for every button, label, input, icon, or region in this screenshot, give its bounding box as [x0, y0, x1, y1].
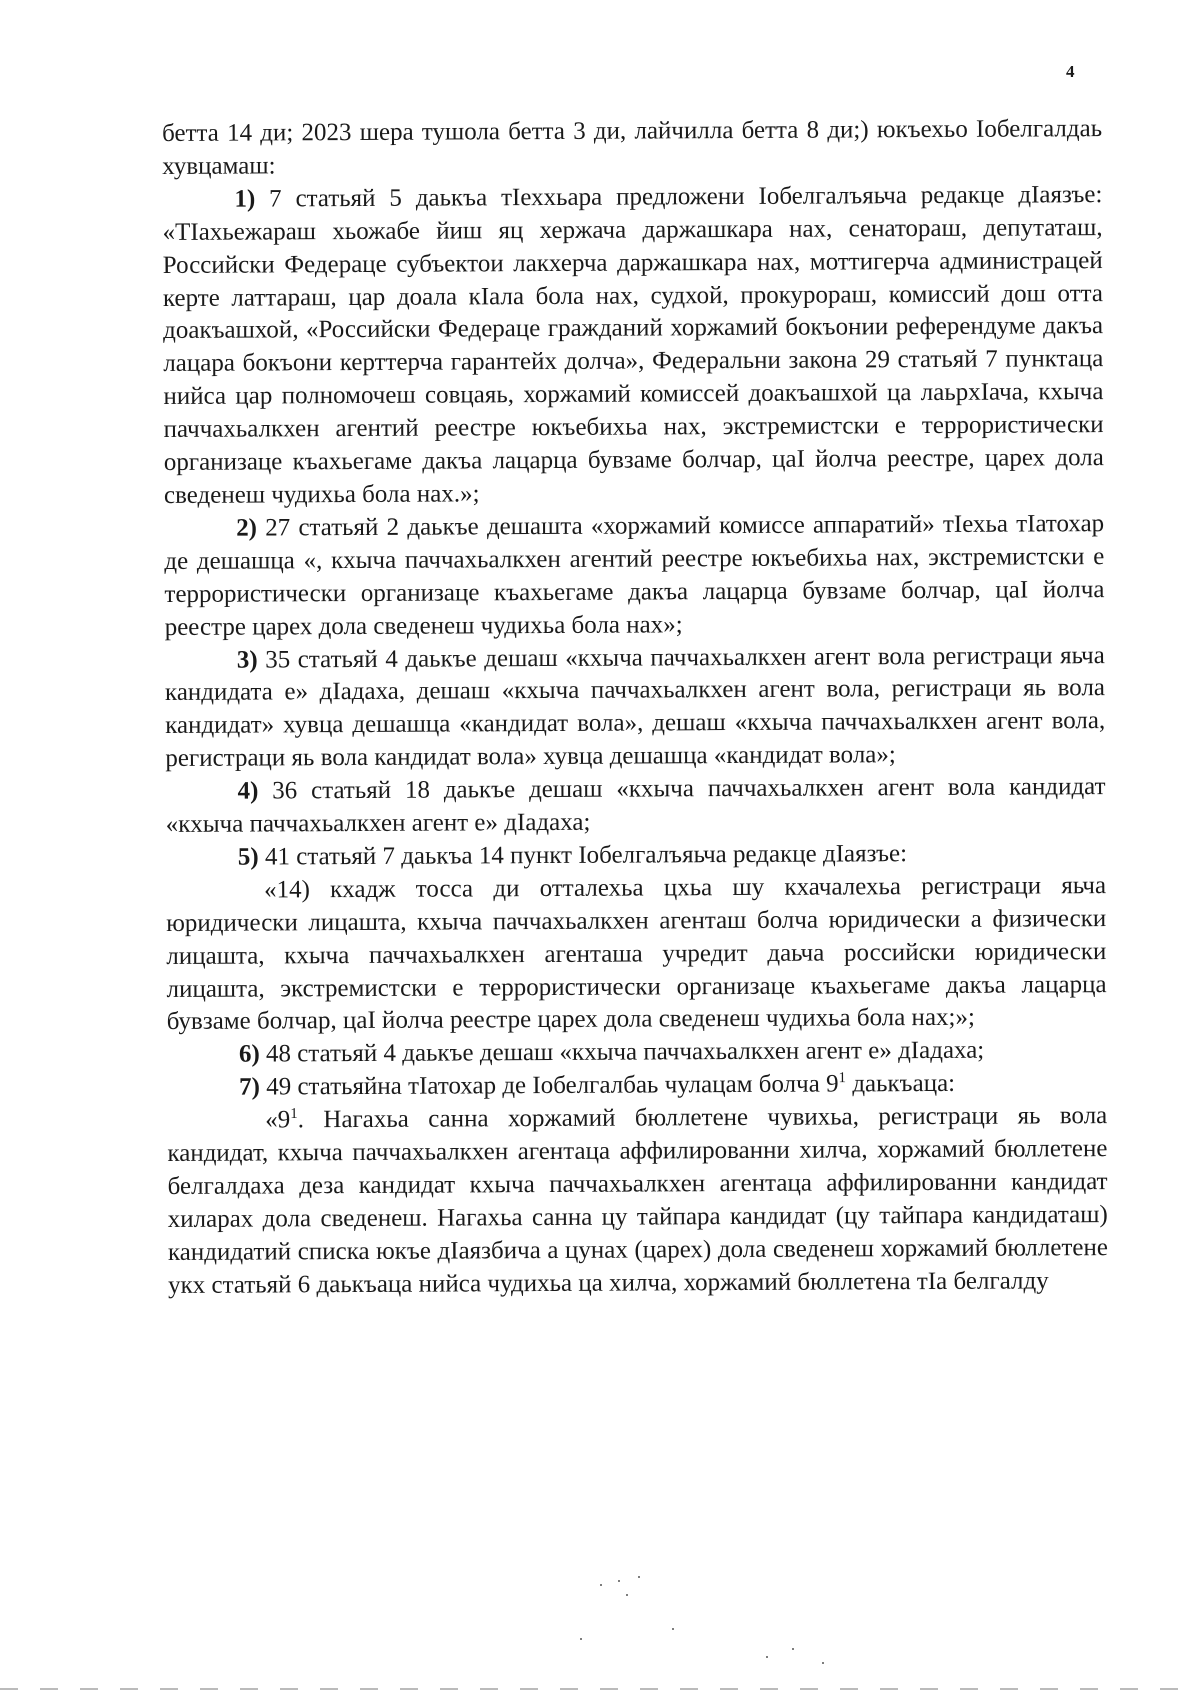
item-number: 5): [237, 843, 259, 871]
list-item-2: [164, 508, 1105, 645]
scan-edge-artifact: [0, 1688, 1200, 1690]
quoted-clause-14: «14) кхадж тосса ди отталехьа цхьа шу кхачалехьа регистраци яьча юридически лицашта, кхыча паччахьалкхен агенташ болча юридически а физически лицашта, кхыча паччахьалкхен агенташа учредит даьча российски юридически лицашта, экстремистски е террористически организаце къахьегаме дакъа лацарца бувзаме болчар, цаІ йолча реестре царех дола сведенеш чудихьа бола нах;»;: [166, 871, 1107, 1036]
list-item-6: [167, 1034, 1107, 1072]
item-text: 35 статьяй 4 даькъе дешаш «кхыча паччахьалкхен агент вола регистраци яьча кандидата е» дІадаха, дешаш «кхыча паччахьалкхен агент вола, регистраци яь вола кандидат» хувца дешашца «кандидат вола», дешаш «кхыча паччахьалкхен агент вола, регистраци яь вола кандидат вола» хувца дешашца «кандидат вола»;: [164, 641, 1106, 773]
item-text: 27 статьяй 2 даькъе дешашта «хоржамий комиссе аппаратий» тІехьа тІатохар де дешашца «, кхыча паччахьалкхен агентий реестре юкъебихьа нах, экстремистски е террористически организаце къахьегаме дакъа лацарца бувзаме болчар, цаІ йолча реестре царех дола сведенеш чудихьа бола нах»;: [164, 509, 1105, 641]
item-number: 7): [239, 1073, 260, 1101]
document-body: [162, 113, 1108, 1303]
list-item-4: [165, 771, 1105, 842]
item-text: 48 статьяй 4 даькъе дешаш «кхыча паччахьалкхен агент е» дІадаха;: [259, 1037, 985, 1068]
item-text: 36 статьяй 18 даькъе дешаш «кхыча паччахьалкхен агент вола кандидат «кхыча паччахьалкхен агент е» дІадаха;: [165, 773, 1106, 839]
item-text: 41 статьяй 7 даькъа 14 пункт Іобелгалъяьча редакце дІаязъе:: [258, 840, 908, 871]
list-item-7: 7) 49 статьяйна тІатохар де Іобелгалбаь чулацам болча $9^1$ даькъаца:: [239, 1070, 956, 1101]
list-item-1: [162, 179, 1104, 513]
quoted-clause-9-1: «$9^1$. Нагахьа санна хоржамий бюллетене чувихьа, регистраци яь вола кандидат, кхыча паччахьалкхен агентаца аффилированни хилча, хоржамий бюллетене белгалдаха деза кандидат кхыча паччахьалкхен агентаца аффилированни кандидат хиларах дола сведенеш. Нагахьа санна цу тайпара кандидат (цу тайпара кандидаташ) кандидатий списка юкъе дІаязбича а цунах (царех) дола сведенеш хоржамий бюллетене укх статьяй 6 даькъаца нийса чудихьа ца хилча, хоржамий бюллетена тІа белгалду: [167, 1102, 1108, 1299]
item-text: 7 статьяй 5 даькъа тІеххьара предложени Іобелгалъяьча редакце дІаязъе: «ТІахьежараш хьожабе йиш яц хержача даржашкара нах, сенатораш, депутаташ, Российски Федераце субъектои лакхерча даржашкара нах, моттигерча администрацей керте латтараш, цар доала кІала бола нах, судхой, прокурораш, комиссий дош отта доакъашхой, «Российски Федераце гражданий хоржамий бокъонии референдуме дакъа лацара бокъони керттерча гарантейх долча», Федеральни закона 29 статьяй 7 пунктаца нийса цар полномочеш совцаяь, хоржамий комиссей доакъашхой ца лаьрхІача, кхыча паччахьалкхен агентий реестре юкъебихьа нах, экстремистски е террористически организаце къахьегаме дакъа лацарца бувзаме болчар, цаІ йолча реестре, царех дола сведенеш чудихьа бола нах.»;: [162, 180, 1104, 509]
list-item-5: [166, 837, 1106, 875]
page-number: 4: [1066, 62, 1075, 81]
item-number: 4): [237, 777, 259, 805]
paragraph-continuation: бетта 14 ди; 2023 шера тушола бетта 3 ди, лайчилла бетта 8 ди;) юкъехьо Іобелгалдаь хувцамаш:: [162, 115, 1103, 180]
superscript: 1: [838, 1070, 847, 1087]
item-number: 2): [236, 514, 258, 542]
item-number: 6): [238, 1040, 260, 1068]
item-number: 3): [236, 646, 258, 674]
item-number: 1): [234, 185, 256, 213]
superscript: 1: [290, 1106, 298, 1123]
list-item-3: [165, 640, 1106, 777]
scan-noise: [560, 1570, 860, 1680]
